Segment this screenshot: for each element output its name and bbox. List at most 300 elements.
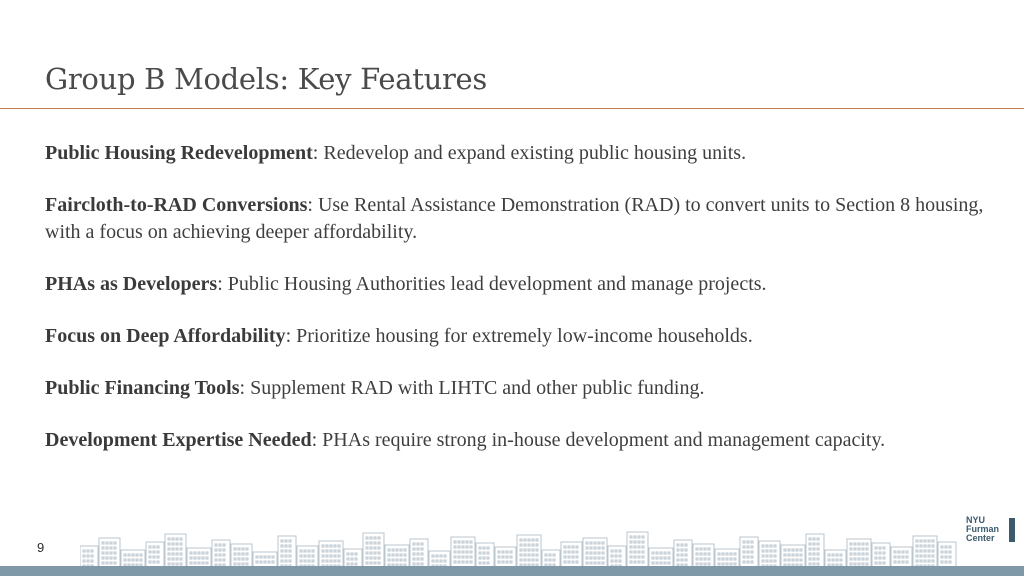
skyline-window — [664, 562, 666, 564]
skyline-window — [875, 552, 877, 554]
skyline-window — [168, 538, 170, 540]
skyline-window — [417, 553, 419, 555]
skyline-window — [285, 545, 287, 547]
skyline-window — [677, 549, 679, 551]
skyline-window — [168, 558, 170, 560]
skyline-building — [187, 548, 211, 568]
skyline-window — [766, 560, 768, 562]
skyline-window — [528, 544, 530, 546]
skyline-window — [366, 542, 368, 544]
skyline-window — [308, 560, 310, 562]
skyline-window — [256, 561, 258, 563]
skyline-window — [483, 552, 485, 554]
skyline-window — [114, 557, 116, 559]
skyline-window — [664, 557, 666, 559]
skyline-window — [234, 553, 236, 555]
skyline-window — [190, 562, 192, 564]
skyline-window — [432, 555, 434, 557]
skyline-window — [866, 543, 868, 545]
city-skyline-graphic — [80, 528, 960, 568]
skyline-window — [172, 548, 174, 550]
skyline-window — [941, 546, 943, 548]
skyline-window — [883, 557, 885, 559]
skyline-window — [421, 548, 423, 550]
skyline-window — [898, 561, 900, 563]
skyline-window — [157, 546, 159, 548]
skyline-window — [906, 551, 908, 553]
skyline-window — [153, 551, 155, 553]
skyline-window — [215, 554, 217, 556]
skyline-window — [458, 561, 460, 563]
skyline-window — [312, 560, 314, 562]
skyline-window — [586, 562, 588, 564]
skyline-window — [704, 563, 706, 565]
skyline-window — [813, 538, 815, 540]
skyline-window — [370, 557, 372, 559]
skyline-window — [586, 557, 588, 559]
skyline-window — [730, 553, 732, 555]
skyline-window — [718, 558, 720, 560]
skyline-window — [916, 555, 918, 557]
skyline-window — [730, 563, 732, 565]
skyline-window — [338, 555, 340, 557]
skyline-window — [875, 562, 877, 564]
skyline-window — [520, 544, 522, 546]
skyline-window — [792, 549, 794, 551]
skyline-window — [338, 545, 340, 547]
skyline-window — [862, 543, 864, 545]
skyline-window — [272, 561, 274, 563]
skyline-window — [466, 556, 468, 558]
skyline-window — [762, 550, 764, 552]
skyline-window — [685, 559, 687, 561]
skyline-window — [168, 543, 170, 545]
skyline-window — [932, 540, 934, 542]
skyline-window — [498, 551, 500, 553]
skyline-window — [916, 560, 918, 562]
skyline-window — [487, 552, 489, 554]
skyline-window — [304, 560, 306, 562]
skyline-window — [157, 561, 159, 563]
skyline-window — [172, 543, 174, 545]
skyline-window — [840, 559, 842, 561]
skyline-window — [858, 553, 860, 555]
skyline-window — [652, 557, 654, 559]
skyline-window — [124, 554, 126, 556]
skyline-window — [334, 560, 336, 562]
skyline-window — [788, 554, 790, 556]
skyline-window — [110, 552, 112, 554]
skyline-window — [668, 552, 670, 554]
skyline-window — [102, 557, 104, 559]
skyline-window — [487, 562, 489, 564]
skyline-window — [128, 554, 130, 556]
skyline-window — [106, 552, 108, 554]
skyline-window — [751, 541, 753, 543]
skyline-window — [176, 548, 178, 550]
skyline-window — [374, 562, 376, 564]
skyline-window — [796, 559, 798, 561]
skyline-window — [172, 538, 174, 540]
skyline-window — [246, 563, 248, 565]
skyline-window — [704, 548, 706, 550]
skyline-window — [774, 555, 776, 557]
skyline-window — [153, 556, 155, 558]
skyline-window — [770, 560, 772, 562]
skyline-window — [734, 553, 736, 555]
skyline-window — [462, 561, 464, 563]
skyline-window — [809, 563, 811, 565]
skyline-window — [734, 563, 736, 565]
skyline-window — [586, 552, 588, 554]
skyline-window — [330, 555, 332, 557]
skyline-window — [677, 544, 679, 546]
skyline-window — [634, 561, 636, 563]
skyline-window — [136, 554, 138, 556]
skyline-window — [436, 560, 438, 562]
skyline-window — [260, 561, 262, 563]
skyline-window — [879, 552, 881, 554]
skyline-window — [945, 561, 947, 563]
skyline-window — [619, 555, 621, 557]
skyline-window — [347, 558, 349, 560]
skyline-window — [190, 557, 192, 559]
skyline-window — [432, 560, 434, 562]
skyline-window — [532, 554, 534, 556]
skyline-window — [417, 563, 419, 565]
skyline-window — [766, 545, 768, 547]
skyline-window — [813, 558, 815, 560]
skyline-window — [281, 550, 283, 552]
skyline-window — [289, 545, 291, 547]
skyline-window — [458, 546, 460, 548]
skyline-window — [326, 555, 328, 557]
skyline-window — [106, 547, 108, 549]
skyline-window — [928, 545, 930, 547]
skyline-window — [347, 553, 349, 555]
skyline-window — [172, 553, 174, 555]
skyline-window — [642, 536, 644, 538]
skyline-window — [594, 557, 596, 559]
skyline-window — [941, 561, 943, 563]
skyline-window — [300, 550, 302, 552]
skyline-window — [920, 555, 922, 557]
skyline-window — [788, 549, 790, 551]
skyline-window — [602, 547, 604, 549]
skyline-window — [322, 555, 324, 557]
skyline-window — [920, 550, 922, 552]
footer-band — [0, 566, 1024, 576]
skyline-window — [564, 551, 566, 553]
skyline-window — [132, 554, 134, 556]
skyline-window — [396, 559, 398, 561]
skyline-window — [281, 540, 283, 542]
skyline-window — [747, 546, 749, 548]
skyline-window — [576, 561, 578, 563]
skyline-window — [132, 559, 134, 561]
skyline-window — [289, 555, 291, 557]
skyline-window — [722, 553, 724, 555]
skyline-window — [289, 540, 291, 542]
skyline-window — [400, 549, 402, 551]
skyline-window — [817, 538, 819, 540]
feature-description: : PHAs require strong in-house development and management capacity. — [311, 429, 886, 451]
skyline-window — [536, 539, 538, 541]
skyline-window — [520, 539, 522, 541]
skyline-window — [285, 555, 287, 557]
skyline-window — [696, 548, 698, 550]
skyline-window — [642, 561, 644, 563]
skyline-window — [941, 551, 943, 553]
skyline-window — [413, 548, 415, 550]
skyline-window — [114, 547, 116, 549]
skyline-window — [924, 545, 926, 547]
skyline-window — [949, 546, 951, 548]
skyline-window — [536, 549, 538, 551]
skyline-window — [598, 552, 600, 554]
skyline-window — [743, 541, 745, 543]
skyline-window — [322, 550, 324, 552]
skyline-window — [813, 543, 815, 545]
skyline-window — [590, 542, 592, 544]
skyline-window — [862, 548, 864, 550]
skyline-window — [784, 554, 786, 556]
skyline-window — [924, 550, 926, 552]
skyline-window — [326, 550, 328, 552]
skyline-window — [176, 563, 178, 565]
skyline-window — [502, 551, 504, 553]
skyline-window — [454, 541, 456, 543]
skyline-window — [215, 549, 217, 551]
skyline-window — [87, 555, 89, 557]
skyline-window — [722, 563, 724, 565]
skyline-window — [762, 545, 764, 547]
skyline-window — [817, 543, 819, 545]
skyline-window — [238, 563, 240, 565]
skyline-window — [638, 546, 640, 548]
skyline-window — [730, 558, 732, 560]
skyline-window — [576, 546, 578, 548]
skyline-window — [396, 549, 398, 551]
skyline-window — [866, 548, 868, 550]
feature-term: Public Financing Tools — [45, 377, 240, 399]
skyline-window — [685, 554, 687, 556]
skyline-window — [611, 555, 613, 557]
skyline-window — [466, 541, 468, 543]
skyline-window — [660, 557, 662, 559]
skyline-window — [338, 560, 340, 562]
skyline-window — [246, 553, 248, 555]
skyline-window — [374, 537, 376, 539]
skyline-window — [708, 558, 710, 560]
skyline-window — [153, 561, 155, 563]
skyline-window — [506, 556, 508, 558]
skyline-window — [619, 550, 621, 552]
skyline-window — [102, 562, 104, 564]
skyline-window — [242, 548, 244, 550]
skyline-window — [268, 556, 270, 558]
skyline-window — [149, 556, 151, 558]
skyline-window — [502, 561, 504, 563]
skyline-window — [180, 553, 182, 555]
skyline-window — [681, 544, 683, 546]
skyline-window — [602, 557, 604, 559]
skyline-window — [677, 559, 679, 561]
skyline-window — [83, 550, 85, 552]
skyline-window — [378, 542, 380, 544]
skyline-window — [351, 558, 353, 560]
skyline-window — [234, 563, 236, 565]
skyline-window — [180, 558, 182, 560]
skyline-window — [355, 558, 357, 560]
skyline-window — [784, 559, 786, 561]
skyline-window — [223, 559, 225, 561]
feature-list — [45, 140, 985, 479]
skyline-window — [685, 544, 687, 546]
skyline-window — [638, 541, 640, 543]
logo-line: NYU — [966, 515, 986, 525]
skyline-window — [879, 562, 881, 564]
skyline-window — [168, 553, 170, 555]
skyline-window — [219, 544, 221, 546]
skyline-window — [743, 556, 745, 558]
skyline-window — [656, 552, 658, 554]
skyline-window — [784, 549, 786, 551]
skyline-window — [660, 562, 662, 564]
skyline-window — [751, 561, 753, 563]
feature-item — [45, 323, 985, 350]
skyline-window — [114, 562, 116, 564]
skyline-window — [487, 557, 489, 559]
skyline-window — [630, 551, 632, 553]
skyline-window — [858, 558, 860, 560]
skyline-window — [536, 559, 538, 561]
skyline-window — [157, 551, 159, 553]
skyline-window — [770, 550, 772, 552]
skyline-window — [590, 562, 592, 564]
skyline-window — [572, 556, 574, 558]
skyline-window — [128, 559, 130, 561]
skyline-window — [828, 554, 830, 556]
skyline-window — [510, 556, 512, 558]
skyline-window — [102, 547, 104, 549]
skyline-window — [932, 545, 934, 547]
skyline-window — [404, 549, 406, 551]
skyline-window — [902, 551, 904, 553]
skyline-window — [638, 536, 640, 538]
skyline-window — [466, 561, 468, 563]
skyline-window — [479, 562, 481, 564]
skyline-window — [289, 550, 291, 552]
skyline-window — [421, 543, 423, 545]
feature-item — [45, 375, 985, 402]
skyline-window — [700, 553, 702, 555]
feature-term: Public Housing Redevelopment — [45, 142, 313, 164]
skyline-window — [285, 560, 287, 562]
skyline-window — [734, 558, 736, 560]
skyline-window — [308, 550, 310, 552]
skyline-window — [586, 542, 588, 544]
skyline-window — [924, 560, 926, 562]
skyline-window — [774, 560, 776, 562]
skyline-window — [949, 561, 951, 563]
skyline-window — [388, 554, 390, 556]
skyline-window — [594, 542, 596, 544]
skyline-window — [524, 559, 526, 561]
skyline-window — [322, 545, 324, 547]
skyline-window — [708, 553, 710, 555]
skyline-window — [813, 548, 815, 550]
skyline-window — [564, 556, 566, 558]
skyline-window — [223, 554, 225, 556]
skyline-window — [520, 549, 522, 551]
skyline-window — [788, 559, 790, 561]
skyline-window — [630, 541, 632, 543]
skyline-window — [458, 541, 460, 543]
skyline-window — [906, 561, 908, 563]
skyline-window — [510, 551, 512, 553]
skyline-window — [883, 562, 885, 564]
skyline-window — [524, 554, 526, 556]
skyline-window — [176, 553, 178, 555]
skyline-window — [444, 560, 446, 562]
skyline-window — [722, 558, 724, 560]
skyline-window — [590, 552, 592, 554]
skyline-window — [576, 551, 578, 553]
skyline-window — [630, 536, 632, 538]
skyline-window — [458, 556, 460, 558]
skyline-window — [242, 553, 244, 555]
title-divider — [0, 108, 1024, 109]
skyline-window — [454, 551, 456, 553]
skyline-window — [858, 543, 860, 545]
skyline-window — [704, 553, 706, 555]
skyline-window — [458, 551, 460, 553]
skyline-window — [883, 552, 885, 554]
skyline-window — [300, 560, 302, 562]
skyline-window — [564, 546, 566, 548]
skyline-window — [524, 544, 526, 546]
skyline-window — [454, 561, 456, 563]
skyline-window — [813, 563, 815, 565]
skyline-window — [718, 553, 720, 555]
skyline-window — [106, 542, 108, 544]
skyline-window — [202, 562, 204, 564]
skyline-window — [800, 554, 802, 556]
skyline-window — [883, 547, 885, 549]
skyline-window — [652, 562, 654, 564]
skyline-window — [83, 555, 85, 557]
skyline-window — [483, 547, 485, 549]
skyline-window — [312, 550, 314, 552]
skyline-window — [370, 552, 372, 554]
skyline-window — [656, 562, 658, 564]
skyline-window — [264, 561, 266, 563]
skyline-window — [110, 562, 112, 564]
skyline-window — [462, 546, 464, 548]
skyline-window — [854, 543, 856, 545]
skyline-window — [264, 556, 266, 558]
skyline-window — [285, 540, 287, 542]
skyline-window — [110, 547, 112, 549]
skyline-window — [326, 560, 328, 562]
skyline-window — [774, 545, 776, 547]
skyline-window — [106, 557, 108, 559]
skyline-window — [840, 554, 842, 556]
skyline-window — [246, 558, 248, 560]
skyline-window — [642, 541, 644, 543]
skyline-window — [190, 552, 192, 554]
